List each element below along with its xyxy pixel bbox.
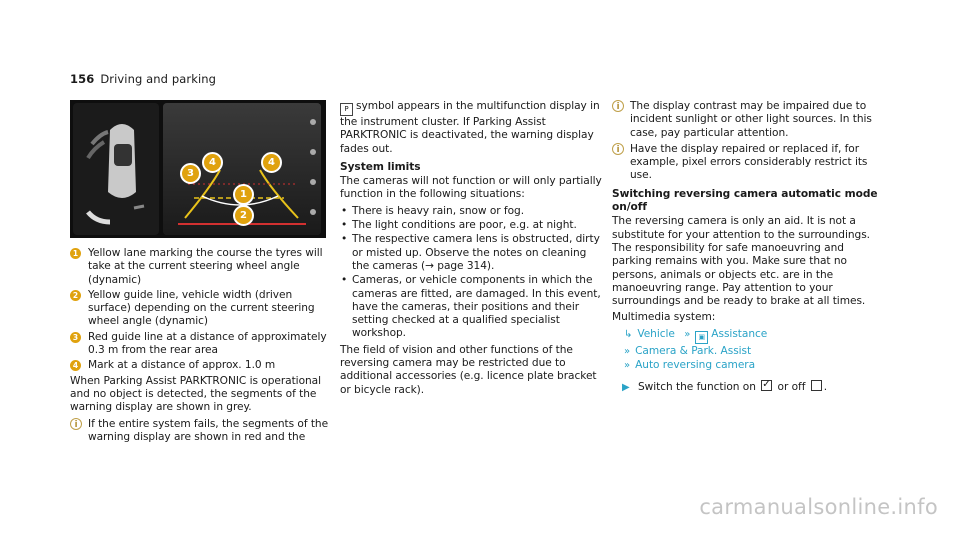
step-text-a: Switch the function on <box>638 381 756 394</box>
legend-number: 2 <box>70 290 81 301</box>
note-text: If the entire system fails, the segments of the warning display are shown in red and the <box>88 417 329 443</box>
instruction-step <box>612 380 880 394</box>
nav-step-auto <box>612 359 880 372</box>
camera-aid-paragraph: The reversing camera is only an aid. It is not a substitute for your attention to the surroundings. The responsibility for safe manoeuvring and parking remains with you. Make sure that no persons, animals or objects etc. are in the manoeuvring range. Pay attention to your surroundings and be ready to brake at all times. <box>612 215 870 308</box>
continued-paragraph <box>340 100 602 156</box>
assistance-icon: ▣ <box>695 331 708 344</box>
legend-text: Red guide line at a distance of approximately 0.3 m from the rear area <box>88 330 327 357</box>
column-3 <box>612 100 880 395</box>
nav-auto-reversing-link[interactable]: Auto reversing camera <box>635 359 756 372</box>
figure-marker-4b: 4 <box>261 152 282 173</box>
checkbox-off-icon <box>811 380 822 391</box>
camera-display-figure <box>70 100 326 238</box>
legend-item-1 <box>70 247 330 287</box>
legend-item-2 <box>70 289 330 329</box>
nav-step-vehicle <box>612 328 880 344</box>
page-header <box>70 72 216 86</box>
legend-number: 3 <box>70 332 81 343</box>
list-item: • The light conditions are poor, e.g. at night. <box>340 219 602 232</box>
heading-switching-camera: Switching reversing camera automatic mode on/off <box>612 187 878 214</box>
legend-text: Yellow guide line, vehicle width (driven surface) depending on the current steering wheel angle (dynamic) <box>88 288 315 328</box>
list-item: • There is heavy rain, snow or fog. <box>340 205 602 218</box>
figure-marker-1: 1 <box>233 184 254 205</box>
watermark-logo: carmanualsonline.info <box>699 495 938 519</box>
limits-list <box>340 205 602 341</box>
legend-item-4 <box>70 359 330 372</box>
step-text-b: or off <box>777 381 806 394</box>
chevron-right-icon: » <box>684 328 691 340</box>
multimedia-label: Multimedia system: <box>612 311 716 324</box>
legend-text: Mark at a distance of approx. 1.0 m <box>88 359 276 372</box>
note-system-fail <box>70 418 330 445</box>
figure-marker-3: 3 <box>180 163 201 184</box>
field-of-vision-paragraph: The field of vision and other functions of the reversing camera may be restricted due to additional accessories (e.g. licence plate bracket or bicycle rack). <box>340 343 597 396</box>
return-arrow-icon: ↳ <box>624 328 633 340</box>
section-title: Driving and parking <box>100 72 217 86</box>
figure-marker-2: 2 <box>233 205 254 226</box>
parktronic-paragraph: When Parking Assist PARKTRONIC is operational and no object is detected, the segments of the warning display are shown in grey. <box>70 374 322 414</box>
list-item: • The respective camera lens is obstructed, dirty or misted up. Observe the notes on cleaning the cameras (→ page 314). <box>340 233 602 273</box>
info-icon: i <box>70 418 82 430</box>
page-number: 156 <box>70 72 95 86</box>
chevron-right-icon: » <box>624 360 631 372</box>
step-text-c: . <box>823 381 828 394</box>
continued-text: symbol appears in the multifunction display in the instrument cluster. If Parking Assist PARKTRONIC is deactivated, the warning display fades out. <box>340 100 600 155</box>
heading-system-limits: System limits <box>340 160 421 173</box>
legend-text: Yellow lane marking the course the tyres will take at the current steering wheel angle (dynamic) <box>88 247 323 286</box>
figure-marker-4a: 4 <box>202 152 223 173</box>
list-item: • Cameras, or vehicle components in which the cameras are fitted, are damaged. In this event, have the cameras, their positions and their setting checked at a qualified specialist workshop. <box>340 274 602 340</box>
play-arrow-icon: ▶ <box>622 382 630 394</box>
nav-camera-park-assist-link[interactable]: Camera & Park. Assist <box>635 344 752 357</box>
note-repair <box>612 143 880 183</box>
column-1 <box>70 100 330 447</box>
column-2 <box>340 100 602 400</box>
legend-item-3 <box>70 331 330 358</box>
chevron-right-icon: » <box>624 345 631 357</box>
limits-intro: The cameras will not function or will only partially function in the following situations: <box>340 175 602 201</box>
nav-assistance-link[interactable]: Assistance <box>711 327 768 340</box>
legend-number: 4 <box>70 360 81 371</box>
info-icon: i <box>612 100 624 112</box>
note-contrast <box>612 100 880 140</box>
legend-number: 1 <box>70 248 81 259</box>
note-text: Have the display repaired or replaced if, for example, pixel errors considerably restrict its use. <box>630 142 868 182</box>
nav-step-camera <box>612 345 880 358</box>
info-icon: i <box>612 143 624 155</box>
nav-vehicle-link[interactable]: Vehicle <box>637 327 675 340</box>
checkbox-on-icon <box>761 380 772 391</box>
note-text: The display contrast may be impaired due to incident sunlight or other light sources. In this case, pay particular attention. <box>630 100 872 139</box>
parking-symbol-icon: P <box>340 103 353 116</box>
